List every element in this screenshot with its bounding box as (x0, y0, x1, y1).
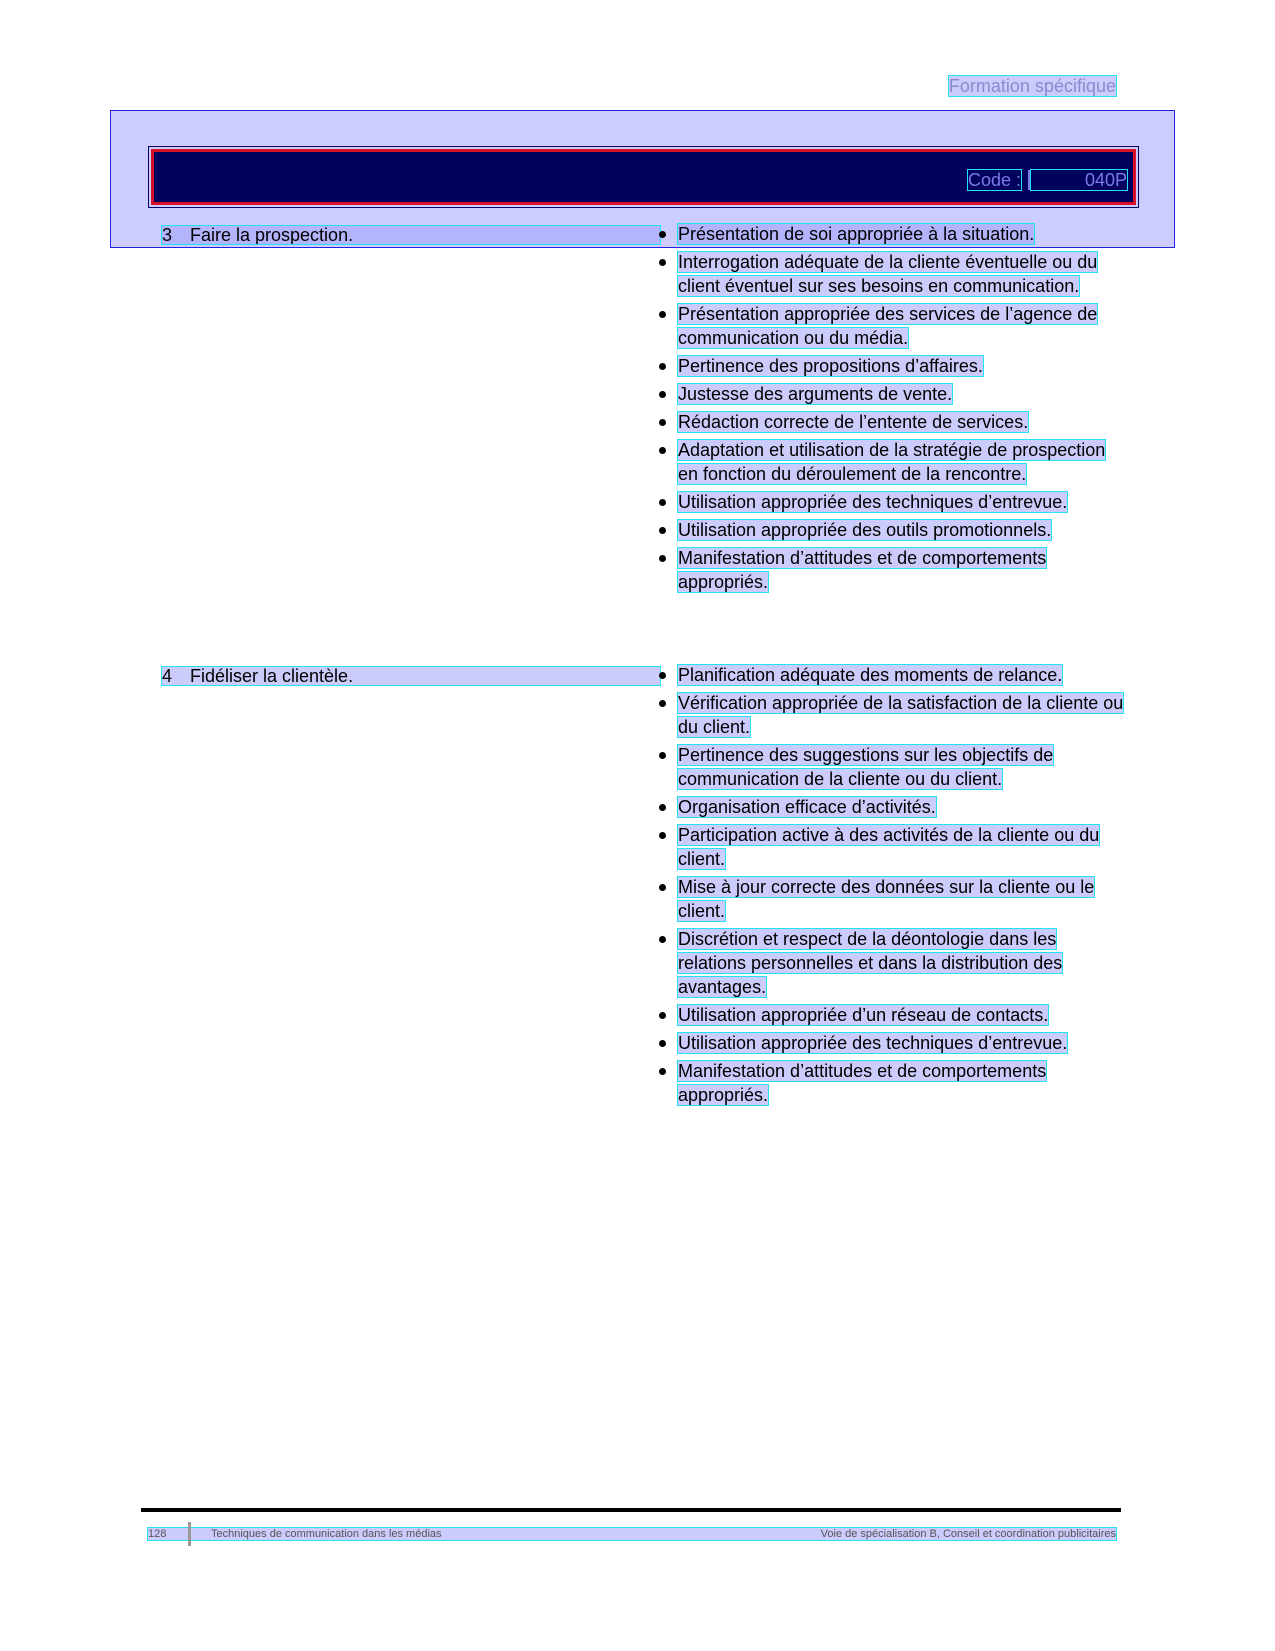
bullet-icon (656, 878, 668, 896)
criterion-text: Utilisation appropriée d’un réseau de contacts. (678, 1005, 1049, 1025)
list-item (656, 743, 1126, 791)
footer-rule (141, 1508, 1121, 1512)
page-number: 128 (148, 1528, 167, 1540)
bullet-icon (656, 253, 668, 271)
list-item (656, 382, 1126, 406)
list-item (656, 518, 1126, 542)
list-item (656, 354, 1126, 378)
criterion-text: Pertinence des suggestions sur les objectifs de communication de la cliente ou du client. (678, 745, 1054, 789)
criterion-text: Utilisation appropriée des techniques d’entrevue. (678, 492, 1068, 512)
competency-number: 4 (162, 666, 173, 686)
list-item (656, 410, 1126, 434)
list-item (656, 250, 1126, 298)
bullet-icon (656, 798, 668, 816)
list-item (656, 1059, 1126, 1107)
criterion-text: Participation active à des activités de la cliente ou du client. (678, 825, 1100, 869)
bullet-icon (656, 385, 668, 403)
bullet-icon (656, 1062, 668, 1080)
criterion-text: Manifestation d’attitudes et de comportements appropriés. (678, 548, 1047, 592)
criterion-text: Organisation efficace d’activités. (678, 797, 936, 817)
bullet-icon (656, 549, 668, 567)
competency-3-title (162, 226, 660, 244)
header-bar (151, 149, 1136, 205)
criterion-text: Justesse des arguments de vente. (678, 384, 953, 404)
running-head (930, 76, 1116, 97)
criterion-text: Présentation de soi appropriée à la situation. (678, 224, 1035, 244)
criterion-text: Utilisation appropriée des techniques d’entrevue. (678, 1033, 1068, 1053)
criterion-text: Présentation appropriée des services de l’agence de communication ou du média. (678, 304, 1098, 348)
bullet-icon (656, 1006, 668, 1024)
list-item (656, 691, 1126, 739)
running-head-text: Formation spécifique (948, 76, 1116, 96)
bullet-icon (656, 930, 668, 948)
list-item (656, 663, 1126, 687)
code-separator (1028, 170, 1030, 190)
criterion-text: Adaptation et utilisation de la stratégie de prospection en fonction du déroulement de la rencontre. (678, 440, 1106, 484)
list-item (656, 438, 1126, 486)
bullet-icon (656, 305, 668, 323)
list-item (656, 302, 1126, 350)
bullet-icon (656, 1034, 668, 1052)
competency-title: Faire la prospection. (190, 225, 354, 245)
list-item (656, 222, 1126, 246)
competency-number: 3 (162, 225, 173, 245)
footer-divider (188, 1522, 191, 1546)
bullet-icon (656, 413, 668, 431)
bullet-icon (656, 666, 668, 684)
criteria-list-4 (656, 663, 1126, 1111)
bullet-icon (656, 225, 668, 243)
criterion-text: Interrogation adéquate de la cliente éventuelle ou du client éventuel sur ses besoins en communication. (678, 252, 1098, 296)
list-item (656, 823, 1126, 871)
footer-left-title: Techniques de communication dans les médias (211, 1528, 442, 1540)
footer (148, 1528, 1116, 1540)
list-item (656, 1003, 1126, 1027)
list-item (656, 875, 1126, 923)
list-item (656, 546, 1126, 594)
criterion-text: Pertinence des propositions d’affaires. (678, 356, 983, 376)
list-item (656, 490, 1126, 514)
bullet-icon (656, 746, 668, 764)
list-item (656, 1031, 1126, 1055)
criteria-list-3 (656, 222, 1126, 598)
list-item (656, 795, 1126, 819)
bullet-icon (656, 826, 668, 844)
code-value: 040P (1031, 170, 1127, 190)
bullet-icon (656, 493, 668, 511)
footer-right-title: Voie de spécialisation B, Conseil et coordination publicitaires (820, 1528, 1116, 1540)
list-item (656, 927, 1126, 999)
competency-title: Fidéliser la clientèle. (190, 666, 354, 686)
bullet-icon (656, 694, 668, 712)
competency-4-title (162, 667, 660, 685)
bullet-icon (656, 521, 668, 539)
bullet-icon (656, 441, 668, 459)
criterion-text: Discrétion et respect de la déontologie dans les relations personnelles et dans la distribution des avantages. (678, 929, 1063, 997)
code-label: Code : (967, 170, 1021, 190)
bullet-icon (656, 357, 668, 375)
criterion-text: Manifestation d’attitudes et de comportements appropriés. (678, 1061, 1047, 1105)
criterion-text: Vérification appropriée de la satisfaction de la cliente ou du client. (678, 693, 1124, 737)
criterion-text: Mise à jour correcte des données sur la cliente ou le client. (678, 877, 1095, 921)
criterion-text: Utilisation appropriée des outils promotionnels. (678, 520, 1052, 540)
criterion-text: Rédaction correcte de l’entente de services. (678, 412, 1029, 432)
criterion-text: Planification adéquate des moments de relance. (678, 665, 1063, 685)
